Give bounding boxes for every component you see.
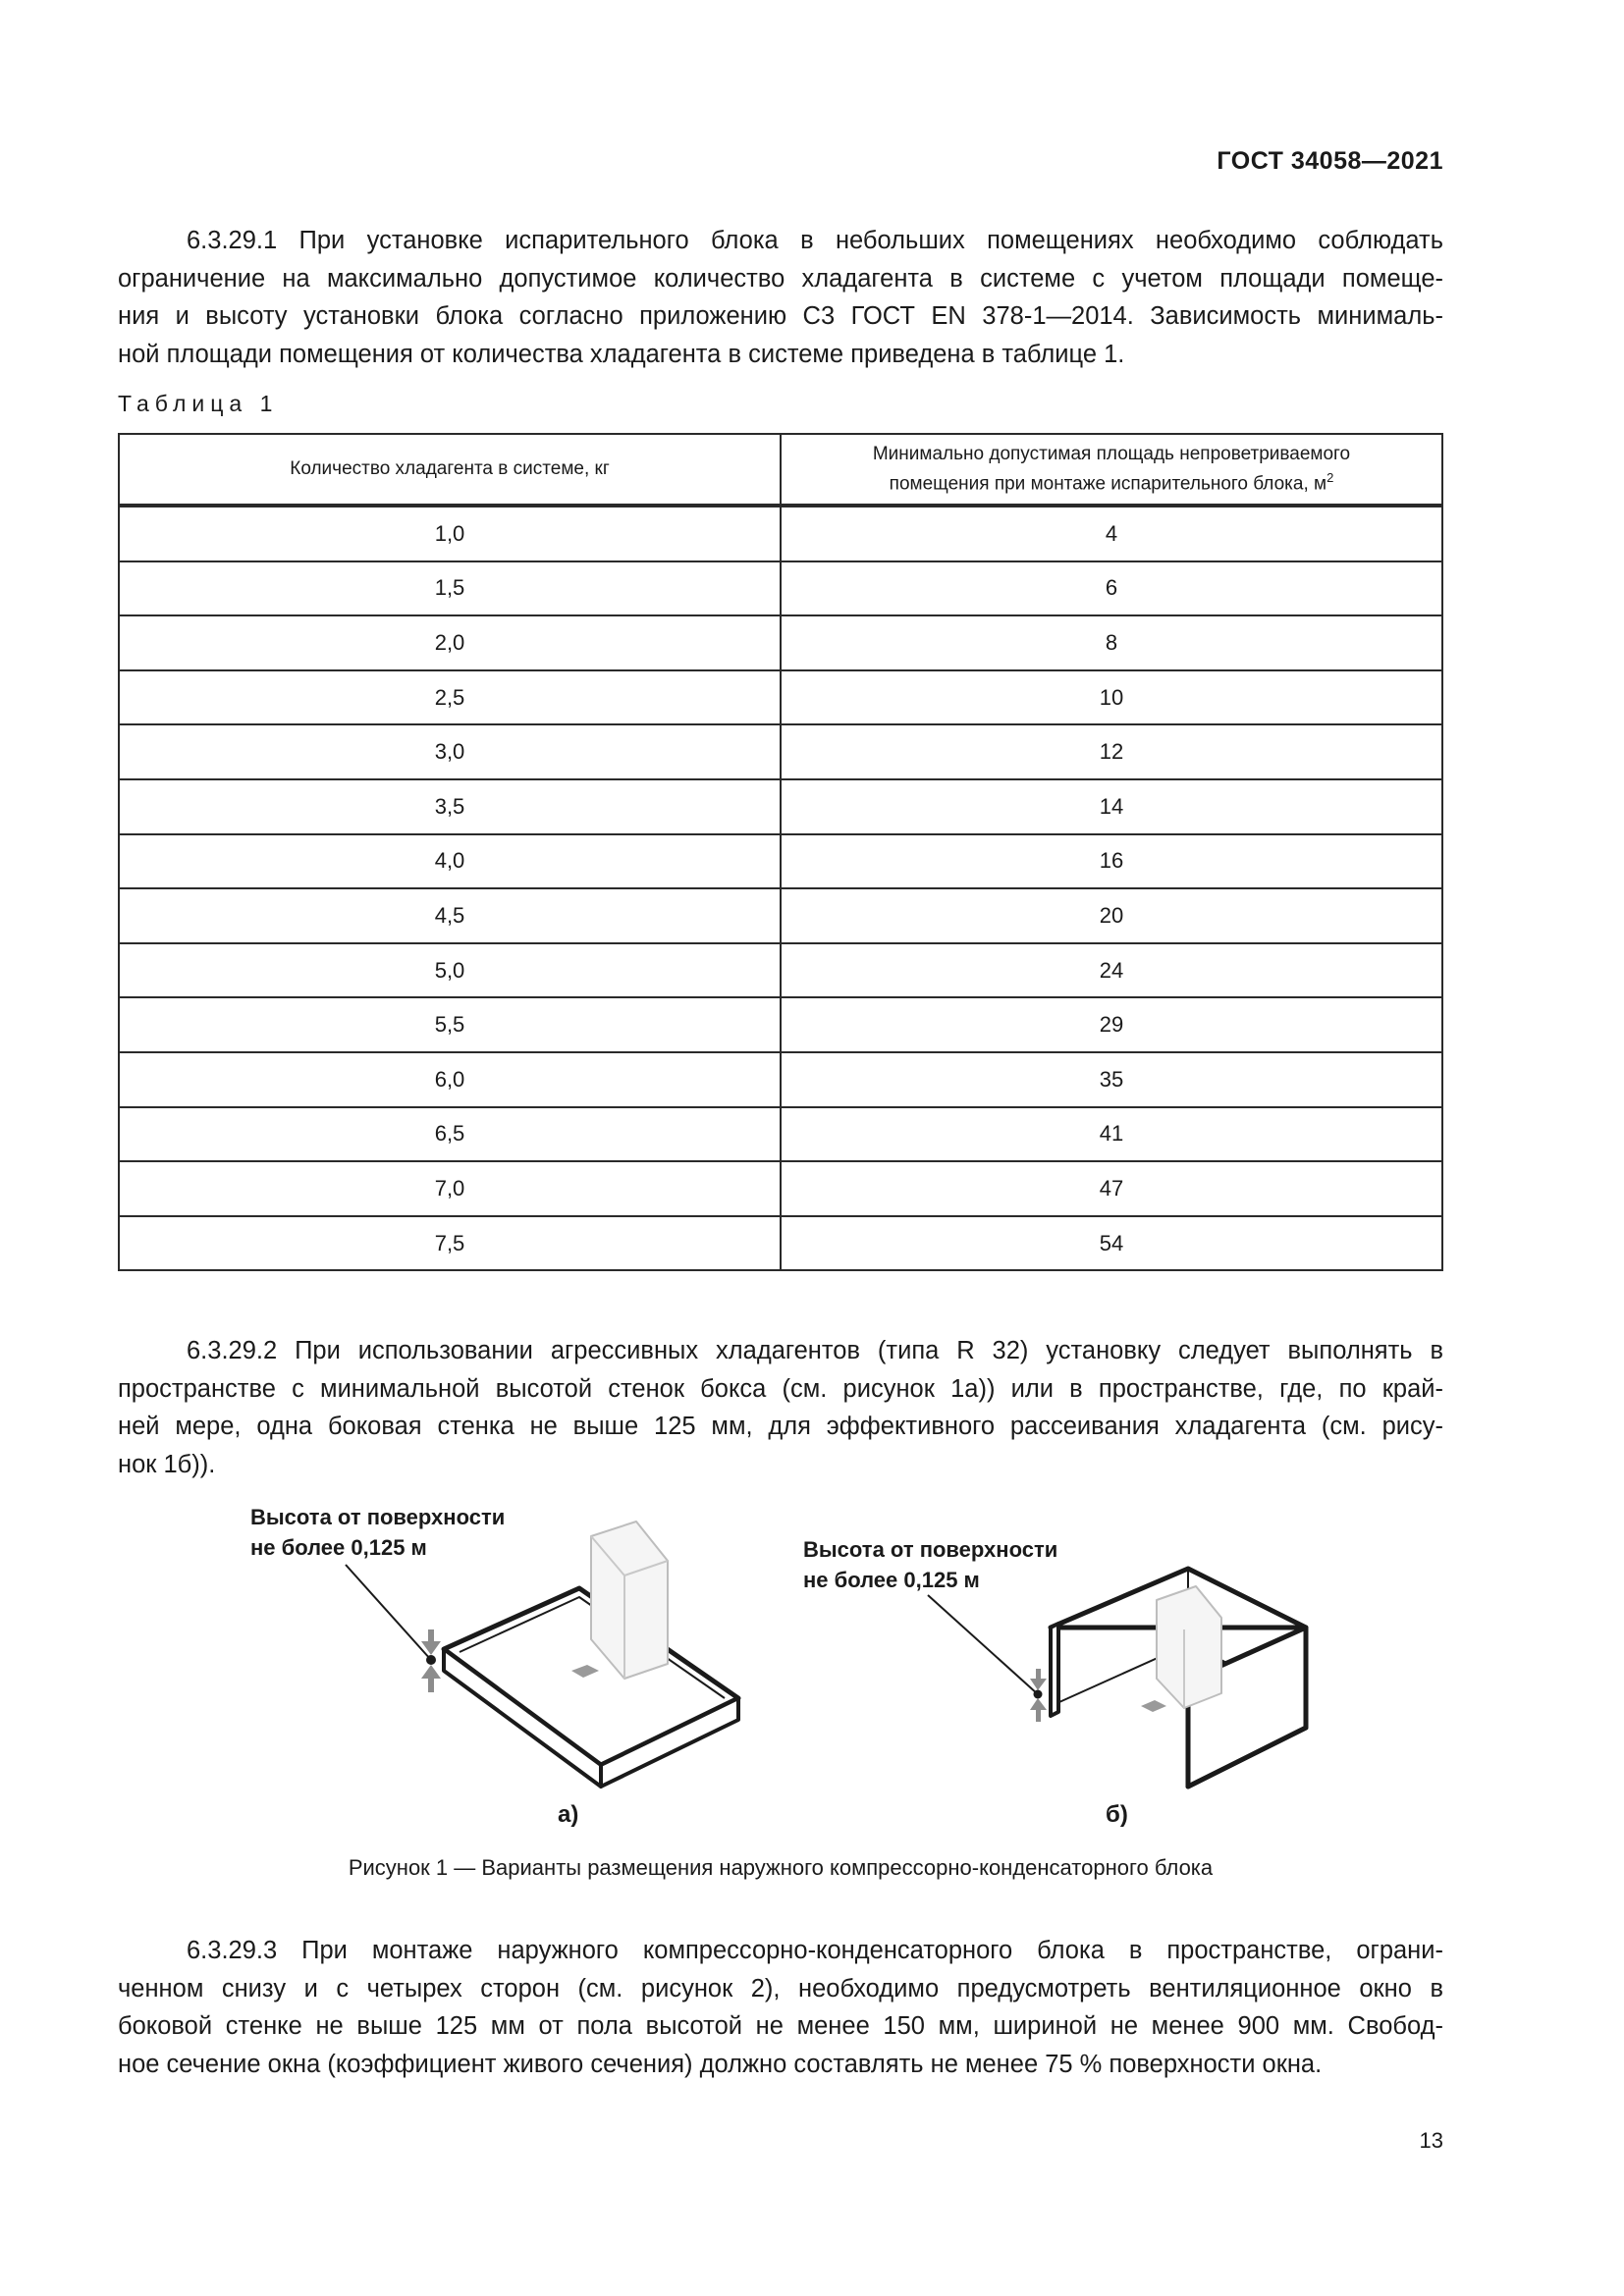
table-cell: 4,5 <box>119 888 781 943</box>
table-cell: 1,5 <box>119 561 781 616</box>
table-label: Таблица 1 <box>118 391 279 416</box>
table-row <box>119 1216 1442 1271</box>
table-row <box>119 724 1442 779</box>
table-cell: 2,5 <box>119 670 781 725</box>
paragraph-line: 6.3.29.3 При монтаже наружного компрессорно-конденсаторного блока в пространстве, ограни- <box>187 1937 1443 1964</box>
table-row <box>119 943 1442 998</box>
table-cell: 4 <box>781 506 1442 561</box>
figure-b-walled-box <box>1051 1569 1306 1787</box>
paragraph-line: 6.3.29.1 При установке испарительного блока в небольших помещениях необходимо соблюдать <box>187 227 1443 254</box>
table-row <box>119 834 1442 889</box>
paragraph-line: нок 1б)). <box>118 1450 216 1478</box>
label-line: Высота от поверхности <box>803 1537 1058 1562</box>
table-cell: 3,5 <box>119 779 781 834</box>
table-row <box>119 1052 1442 1107</box>
paragraph-line: ное сечение окна (коэффициент живого сечения) должно составлять не менее 75 % поверхности окна. <box>118 2050 1323 2078</box>
paragraph-line: ния и высоту установки блока согласно приложению С3 ГОСТ EN 378-1—2014. Зависимость минималь- <box>118 302 1443 331</box>
refrigerant-area-table <box>118 433 1443 1271</box>
table-cell: 10 <box>781 670 1442 725</box>
unit-superscript: 2 <box>1326 469 1334 485</box>
page-number: 13 <box>1419 2128 1443 2153</box>
table-cell: 14 <box>781 779 1442 834</box>
table-row <box>119 615 1442 670</box>
table-cell: 8 <box>781 615 1442 670</box>
table-cell: 54 <box>781 1216 1442 1271</box>
paragraph-line: 6.3.29.2 При использовании агрессивных хладагентов (типа R 32) установку следует выполнять в <box>187 1337 1443 1364</box>
table-row <box>119 561 1442 616</box>
figure-a-sublabel: а) <box>558 1801 579 1828</box>
document-code: ГОСТ 34058—2021 <box>1217 147 1443 175</box>
paragraph-line: ней мере, одна боковая стенка не выше 125 мм, для эффективного рассеивания хладагента (см. рису- <box>118 1413 1443 1441</box>
table-cell: 5,5 <box>119 997 781 1052</box>
table-cell: 41 <box>781 1107 1442 1162</box>
table-cell: 6,0 <box>119 1052 781 1107</box>
paragraph-line: ченном снизу и с четырех сторон (см. рисунок 2), необходимо предусмотреть вентиляционное окно в <box>118 1974 1443 2002</box>
table-cell: 4,0 <box>119 834 781 889</box>
table-cell: 1,0 <box>119 506 781 561</box>
table-cell: 35 <box>781 1052 1442 1107</box>
table-row <box>119 506 1442 561</box>
table-cell: 6,5 <box>119 1107 781 1162</box>
table-cell: 12 <box>781 724 1442 779</box>
table-header-refrigerant-amount: Количество хладагента в системе, кг <box>119 434 781 506</box>
figure-a-height-arrows <box>346 1565 441 1692</box>
label-line: не более 0,125 м <box>803 1568 980 1592</box>
paragraph-line: ограничение на максимально допустимое количество хладагента в системе с учетом площади помеще- <box>118 264 1443 293</box>
table-cell: 7,0 <box>119 1161 781 1216</box>
figure-a-height-label <box>250 1502 505 1563</box>
figure-1 <box>0 1492 1624 1904</box>
label-line: Высота от поверхности <box>250 1505 506 1529</box>
figure-caption: Рисунок 1 — Варианты размещения наружного компрессорно-конденсаторного блока <box>348 1855 1214 1880</box>
table-cell: 5,0 <box>119 943 781 998</box>
table-cell: 29 <box>781 997 1442 1052</box>
table-row <box>119 1107 1442 1162</box>
table-row <box>119 997 1442 1052</box>
table-cell: 2,0 <box>119 615 781 670</box>
figure-b-height-label <box>803 1534 1057 1595</box>
paragraph-6-3-29-2 <box>118 1332 1443 1483</box>
table-cell: 6 <box>781 561 1442 616</box>
header-line: помещения при монтаже испарительного блока, м <box>889 473 1327 495</box>
figure-b-height-arrows <box>928 1595 1047 1722</box>
table-cell: 16 <box>781 834 1442 889</box>
table-header-row <box>119 434 1442 506</box>
paragraph-line: боковой стенке не выше 125 мм от пола высотой не менее 150 мм, шириной не менее 900 мм. Свобод- <box>118 2012 1443 2041</box>
table-row <box>119 670 1442 725</box>
paragraph-line: ной площади помещения от количества хладагента в системе приведена в таблице 1. <box>118 340 1125 368</box>
label-line: не более 0,125 м <box>250 1535 427 1560</box>
paragraph-6-3-29-1 <box>118 222 1443 373</box>
table-cell: 3,0 <box>119 724 781 779</box>
header-line: Минимально допустимая площадь непроветриваемого <box>872 443 1351 464</box>
table-row <box>119 888 1442 943</box>
figure-b-sublabel: б) <box>1106 1801 1128 1828</box>
table-row <box>119 779 1442 834</box>
table-header-min-area <box>781 434 1442 506</box>
table-row <box>119 1161 1442 1216</box>
table-cell: 47 <box>781 1161 1442 1216</box>
table-cell: 24 <box>781 943 1442 998</box>
paragraph-line: пространстве с минимальной высотой стенок бокса (см. рисунок 1а)) или в пространстве, где, по край- <box>118 1374 1443 1403</box>
table-cell: 20 <box>781 888 1442 943</box>
table-cell: 7,5 <box>119 1216 781 1271</box>
paragraph-6-3-29-3 <box>118 1932 1443 2083</box>
